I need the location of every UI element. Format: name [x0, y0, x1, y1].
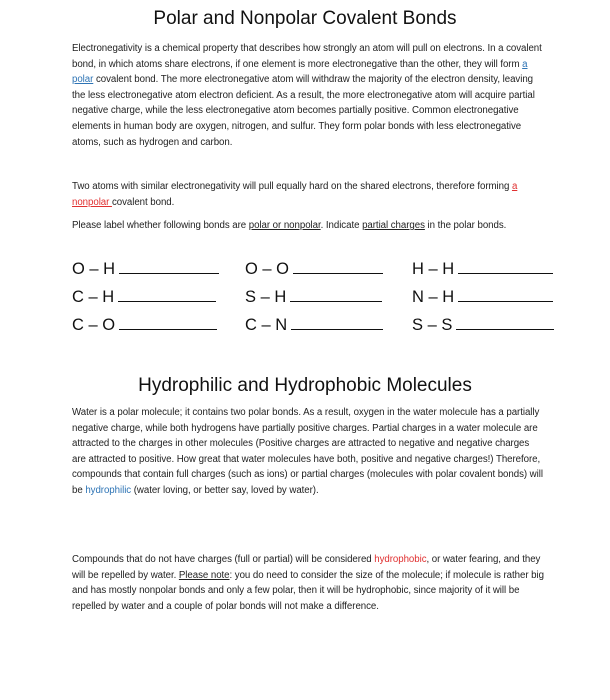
- text: . Indicate: [320, 220, 363, 231]
- hydrophilic-term: hydrophilic: [85, 484, 132, 496]
- polar-link[interactable]: a polar: [72, 58, 528, 86]
- bond-item: [245, 316, 383, 335]
- answer-blank[interactable]: [118, 300, 216, 302]
- section-title-hydrophilic: Hydrophilic and Hydrophobic Molecules: [138, 375, 472, 396]
- bond-item: [412, 316, 554, 335]
- paragraph-nonpolar: [72, 179, 544, 210]
- bond-item: [412, 288, 553, 307]
- bond-label: S – S: [412, 316, 453, 334]
- text: covalent bond. The more electronegative atom will withdraw the majority of the electron density, leaving the less electronegative atom electron deficient. As a result, the more electronegative atom will acquire partial negative charge, while the less electronegative atom becomes partially positive. Common electronegative elements in human body are oxygen, nitrogen, and sulfur. They form polar bonds with less electronegative atoms, such as hydrogen and carbon.: [72, 74, 535, 148]
- text: Please label whether following bonds are: [72, 220, 249, 231]
- bond-label: N – H: [412, 288, 455, 306]
- text: covalent bond.: [111, 196, 175, 208]
- underlined-text: polar or nonpolar: [248, 220, 321, 231]
- hydrophobic-term: hydrophobic: [374, 554, 427, 565]
- text: Two atoms with similar electronegativity will pull equally hard on the shared electrons, therefore forming: [72, 181, 512, 192]
- bond-item: [245, 260, 383, 279]
- bond-label: C – H: [72, 288, 115, 306]
- text: Water is a polar molecule; it contains two polar bonds. As a result, oxygen in the water molecule has a partially negative charge, while both hydrogens have partially positive charges. Partial charges in a water molecule are attracted to the charges in other molecules (Positive charges are attracted to negative and negative charges are attracted to positive. How great that water molecules have both, positive and negative charges!) Therefore, compounds that contain full charges (such as ions) or partial charges (molecules with polar covalent bonds) will be: [72, 407, 543, 496]
- answer-blank[interactable]: [119, 328, 217, 330]
- text: , or water fearing, and they will be repelled by water.: [72, 554, 541, 581]
- bond-item: [245, 288, 382, 307]
- text: Electronegativity is a chemical property that describes how strongly an atom will pull on electrons. In a covalent bond, in which atoms share electrons, if one element is more electronegative than the other, they will form: [72, 43, 542, 70]
- answer-blank[interactable]: [458, 272, 553, 274]
- paragraph-instructions: [72, 218, 544, 234]
- bond-item: [72, 316, 217, 335]
- paragraph-hydrophilic: [72, 405, 544, 499]
- bond-label: O – H: [72, 260, 116, 278]
- paragraph-electronegativity: [72, 41, 544, 150]
- bond-label: S – H: [245, 288, 287, 306]
- nonpolar-link[interactable]: a nonpolar: [72, 181, 518, 208]
- text: in the polar bonds.: [424, 220, 507, 231]
- answer-blank[interactable]: [119, 272, 219, 274]
- answer-blank[interactable]: [291, 328, 383, 330]
- bond-label: C – O: [72, 316, 116, 334]
- bond-label: C – N: [245, 316, 288, 334]
- text: : you do need to consider the size of the molecule; if molecule is rather big and has mostly nonpolar bonds and only a few polar, then it will be hydrophobic, since majority of it will be repelled by water and a couple of polar bonds will not make a difference.: [72, 569, 544, 612]
- answer-blank[interactable]: [456, 328, 554, 330]
- bond-item: [72, 288, 216, 307]
- answer-blank[interactable]: [458, 300, 553, 302]
- bond-item: [72, 260, 219, 279]
- bond-label: O – O: [245, 260, 290, 278]
- section-title-bonds: Polar and Nonpolar Covalent Bonds: [153, 8, 457, 29]
- bond-item: [412, 260, 553, 279]
- bond-label: H – H: [412, 260, 455, 278]
- underlined-text: partial charges: [362, 220, 425, 231]
- underlined-text: Please note: [178, 569, 230, 581]
- text: (water loving, or better say, loved by water).: [131, 484, 319, 496]
- paragraph-hydrophobic: [72, 552, 544, 614]
- text: Compounds that do not have charges (full or partial) will be considered: [72, 554, 375, 565]
- answer-blank[interactable]: [290, 300, 382, 302]
- answer-blank[interactable]: [293, 272, 383, 274]
